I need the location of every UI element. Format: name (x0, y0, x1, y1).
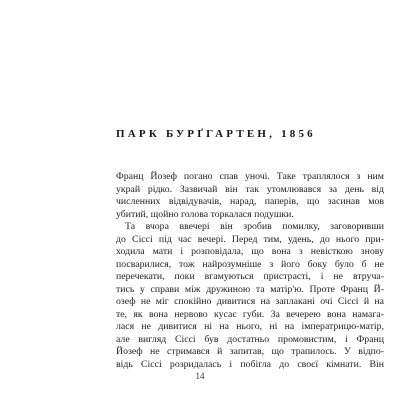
text-line: тись у справи між дружиною та матір'ю. Проте Франц Й- (116, 283, 384, 295)
text-line: лася не дивитися ні на нього, ні на імператрицю-матір, (116, 321, 384, 332)
text-line: до Сіссі під час вечері. Перед тим, удень, до нього при- (116, 233, 384, 245)
text-line: посварилися, тож найрозумніше з його боку було б не (116, 258, 384, 270)
text-line: ходила мати і розповідала, що вона з невісткою знову (116, 246, 384, 257)
chapter-title: ПАРК БУРҐГАРТЕН, 1856 (116, 128, 316, 140)
text-line: озеф не міг спокійно дивитися на заплакані очі Сіссі й на (116, 296, 384, 307)
text-line: те, як вона нервово кусає губи. За вечерею вона намага- (116, 308, 384, 320)
text-line: перечекати, поки вгамуються пристрасті, і не втруча- (116, 271, 384, 282)
text-line: Франц Йозеф погано спав уночі. Таке траплялося з ним (116, 171, 384, 182)
page-number: 14 (195, 371, 205, 381)
text-line: украй рідко. Зазвичай він так утомлювався за день від (116, 183, 384, 195)
text-line: відь Сіссі розридалась і побігла до своєї кімнати. Він (116, 358, 384, 370)
text-line: Йозеф не стримався й запитав, що трапилось. У відпо- (116, 346, 384, 357)
text-line: численних відвідувачів, нарад, паперів, що засинав мов (116, 196, 384, 207)
text-line: але вигляд Сіссі був достатньо промовистим, і Франц (116, 333, 384, 345)
paragraph-2 (116, 221, 384, 371)
text-line: Та вчора ввечері він зробив помилку, заговоривши (125, 221, 384, 232)
text-line: убитий, щойно голова торкалася подушки. (116, 208, 294, 220)
paragraph-1 (116, 171, 384, 221)
body-text (116, 171, 384, 371)
